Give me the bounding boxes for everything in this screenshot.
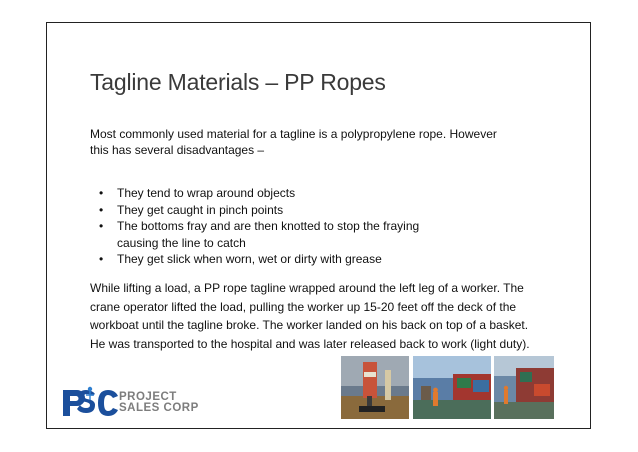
slide xyxy=(46,22,591,429)
logo-line-1: PROJECT xyxy=(119,391,177,403)
list-item-text: They tend to wrap around objects xyxy=(117,186,296,200)
list-item xyxy=(99,202,459,219)
list-item-text: The bottoms fray and are then knotted to stop the fraying xyxy=(117,219,420,233)
company-logo xyxy=(61,386,201,420)
list-item xyxy=(99,185,459,202)
paragraph-line: While lifting a load, a PP rope tagline wrapped around the left leg of a worker. The xyxy=(90,281,524,295)
paragraph-line: He was transported to the hospital and was later released back to work (light duty). xyxy=(90,336,530,351)
slide-title: Tagline Materials – PP Ropes xyxy=(90,69,386,95)
workboat-deck-photo xyxy=(494,356,554,419)
bullet-icon: • xyxy=(99,252,104,266)
incident-paragraph xyxy=(90,279,560,353)
list-item-text: They get slick when worn, wet or dirty with grease xyxy=(117,252,382,266)
bullet-icon: • xyxy=(99,219,104,233)
worker-with-tagline-photo xyxy=(341,356,409,419)
psc-logo-mark-icon xyxy=(61,386,121,420)
incident-photos xyxy=(341,356,581,422)
paragraph-line: crane operator lifted the load, pulling the worker up 15-20 feet off the deck of the xyxy=(90,299,517,314)
worker-lifted-by-crane-photo xyxy=(413,356,491,419)
logo-wordmark xyxy=(119,392,199,414)
list-item-text: causing the line to catch xyxy=(117,235,246,250)
intro-text xyxy=(90,126,530,158)
bullet-icon: • xyxy=(99,186,104,200)
list-item-text: They get caught in pinch points xyxy=(117,202,284,217)
list-item xyxy=(99,251,459,268)
intro-line: Most commonly used material for a tagline is a polypropylene rope. However xyxy=(90,127,497,141)
intro-line: this has several disadvantages – xyxy=(90,143,265,157)
paragraph-line: workboat until the tagline broke. The worker landed on his back on top of a basket. xyxy=(90,318,529,332)
logo-line-2: SALES CORP xyxy=(119,402,199,414)
bullet-icon: • xyxy=(99,202,104,217)
list-item xyxy=(99,218,459,251)
disadvantages-list xyxy=(99,185,459,268)
